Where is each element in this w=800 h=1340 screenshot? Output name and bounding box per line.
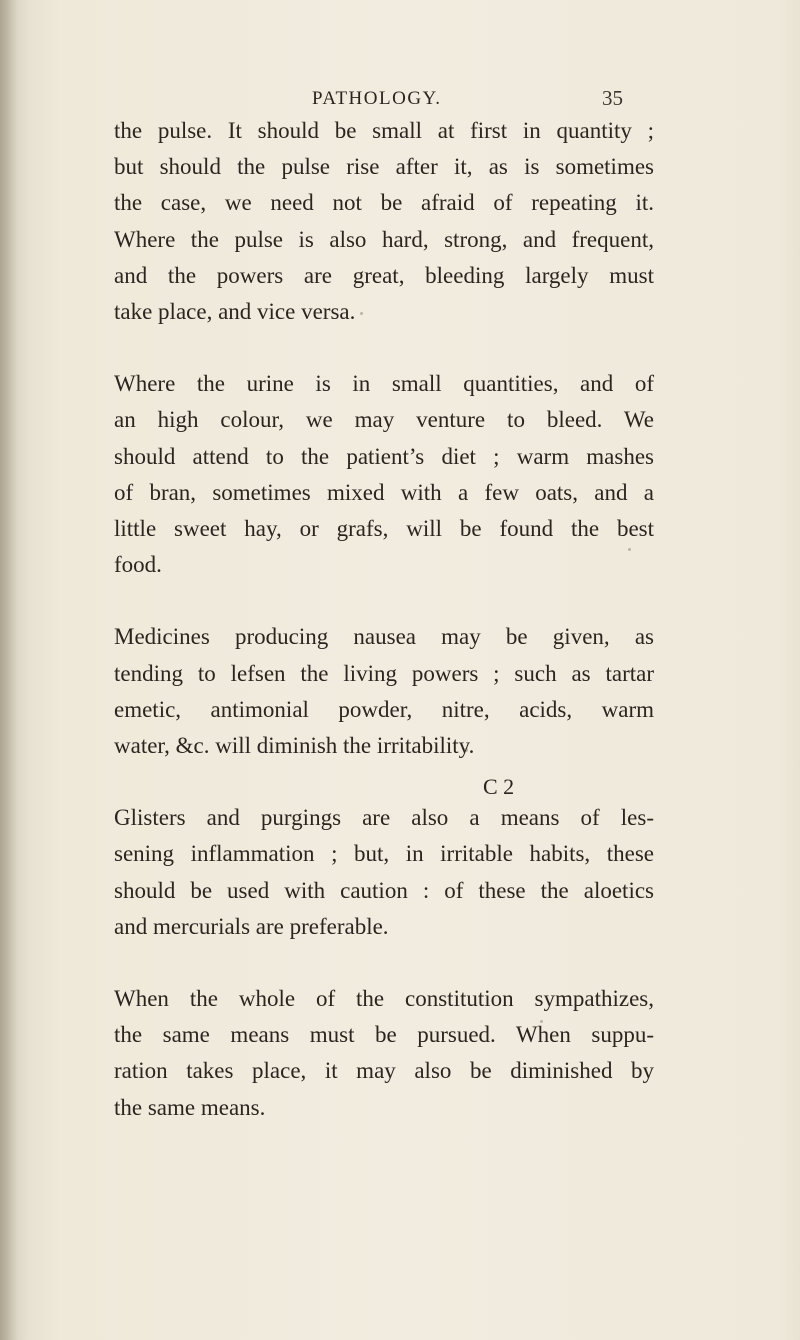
paragraph-4: Glisters and purgings are also a means of les- sening inflammation ; but, in irritable habits, these should be used with caution : of these the aloetics xyxy=(114,805,654,903)
paper-speck xyxy=(628,548,631,551)
running-head xyxy=(0,88,800,112)
paper-speck xyxy=(360,312,363,315)
paragraph-2: Where the urine is in small quantities, and of an high colour, we may venture to bleed. We should attend to the patient’s diet ; warm mashes of bran, sometimes mixed with a few oats, and a little sweet hay, or grafs, will be found the best xyxy=(114,371,654,542)
paragraph-2-last-line: food. xyxy=(114,552,162,578)
paragraph-gap xyxy=(114,945,654,981)
binding-shadow xyxy=(0,0,18,1340)
body-text xyxy=(114,113,654,1126)
paragraph-1: the pulse. It should be small at first in quantity ; but should the pulse rise after it, as is sometimes the case, we need not be afraid of repeating it. Where the pulse is also hard, strong, and frequent, and the powers are great, bleeding largely must xyxy=(114,118,654,288)
paragraph-1-last-line: take place, and vice versa. xyxy=(114,299,356,325)
paper-speck xyxy=(464,748,468,752)
paragraph-gap xyxy=(114,583,654,619)
paragraph-3: Medicines producing nausea may be given, as tending to lefsen the living powers ; such as tartar emetic, antimonial powder, nitre, acids, warm xyxy=(114,624,654,722)
paragraph-4-last-line: and mercurials are preferable. xyxy=(114,913,389,939)
paragraph-5-last-line: the same means. xyxy=(114,1094,266,1120)
paper-speck xyxy=(540,1020,543,1023)
paragraph-5: When the whole of the constitution sympathizes, the same means must be pursued. When suppu- ration takes place, it may also be diminished by xyxy=(114,986,654,1084)
paragraph-3-last-line: water, &c. will diminish the irritability. xyxy=(114,733,475,759)
running-title: PATHOLOGY. xyxy=(312,88,442,109)
signature-mark: C 2 xyxy=(483,774,515,799)
page-number: 35 xyxy=(602,86,623,110)
paragraph-gap xyxy=(114,330,654,366)
paragraph-gap xyxy=(114,764,654,800)
